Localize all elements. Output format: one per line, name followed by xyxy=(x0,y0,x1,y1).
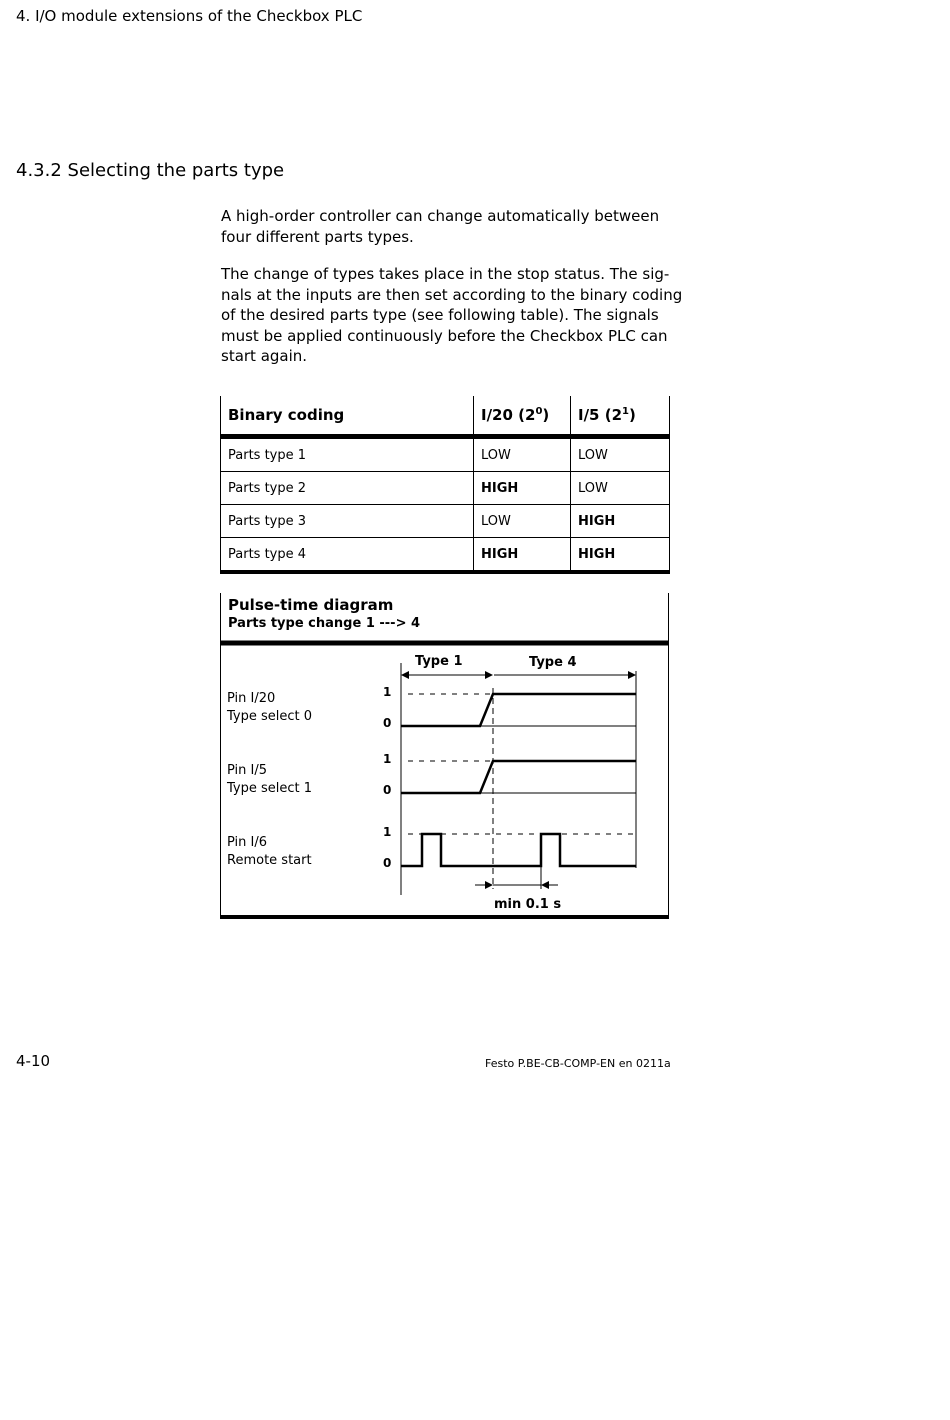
row-label: Parts type 4 xyxy=(221,538,474,573)
description-paragraph xyxy=(221,264,681,367)
pulse-diagram-graphic xyxy=(220,593,669,919)
intro-paragraph xyxy=(221,206,681,247)
text-line: nals at the inputs are then set according to the binary coding xyxy=(221,285,683,304)
signal1-label: Pin I/20 Type select 0 xyxy=(227,691,313,724)
binary-coding-table xyxy=(220,396,669,574)
text-line: of the desired parts type (see following table). The signals xyxy=(221,306,659,325)
signal1-high-level: 1 xyxy=(383,685,392,699)
signal3-trace xyxy=(401,834,636,866)
text-line: The change of types takes place in the stop status. The sig- xyxy=(221,265,670,283)
diagram-title: Pulse-time diagram xyxy=(228,596,394,614)
i20-value: HIGH xyxy=(474,472,571,505)
document-reference: Festo P.BE-CB-COMP-EN en 0211a xyxy=(485,1057,671,1070)
i20-value: HIGH xyxy=(474,538,571,573)
table-header-row xyxy=(221,396,670,437)
page-number: 4-10 xyxy=(16,1052,51,1070)
text-line: A high-order controller can change automatically between xyxy=(221,207,660,225)
header-i5: I/5 $(2^1)$ xyxy=(571,396,670,437)
table-row xyxy=(221,472,670,505)
i20-value: LOW xyxy=(474,437,571,472)
row-label: Parts type 3 xyxy=(221,505,474,538)
signal3-high-level: 1 xyxy=(383,825,392,839)
section-title: 4.3.2 Selecting the parts type xyxy=(16,160,285,181)
table-row xyxy=(221,538,670,573)
row-label: Parts type 2 xyxy=(221,472,474,505)
table-row xyxy=(221,437,670,472)
signal2-high-level: 1 xyxy=(383,752,392,766)
diagram-subtitle: Parts type change 1 ---> 4 xyxy=(228,616,421,631)
i5-value: LOW xyxy=(571,437,670,472)
text-line: must be applied continuously before the Checkbox PLC can xyxy=(221,326,668,345)
signal1-low-level: 0 xyxy=(383,716,392,730)
text-line: start again. xyxy=(221,347,308,366)
signal2-low-level: 0 xyxy=(383,783,392,797)
signal3-low-level: 0 xyxy=(383,856,392,870)
table-row xyxy=(221,505,670,538)
signal3-label: Pin I/6 Remote start xyxy=(227,835,312,868)
signal1-trace xyxy=(401,694,636,726)
min-time-label: min 0.1 s xyxy=(494,897,562,912)
i5-value: LOW xyxy=(571,472,670,505)
type1-label: Type 1 xyxy=(415,654,463,669)
header-binary-coding: Binary coding xyxy=(221,396,474,437)
i5-value: HIGH xyxy=(571,505,670,538)
text-line: four different parts types. xyxy=(221,227,414,246)
header-i20: I/20 $(2^0)$ xyxy=(474,396,571,437)
type4-label: Type 4 xyxy=(529,655,577,670)
i20-value: LOW xyxy=(474,505,571,538)
chapter-header: 4. I/O module extensions of the Checkbox PLC xyxy=(16,7,363,25)
pulse-time-diagram xyxy=(220,593,669,919)
row-label: Parts type 1 xyxy=(221,437,474,472)
signal2-label: Pin I/5 Type select 1 xyxy=(227,763,313,796)
i5-value: HIGH xyxy=(571,538,670,573)
signal2-trace xyxy=(401,761,636,793)
